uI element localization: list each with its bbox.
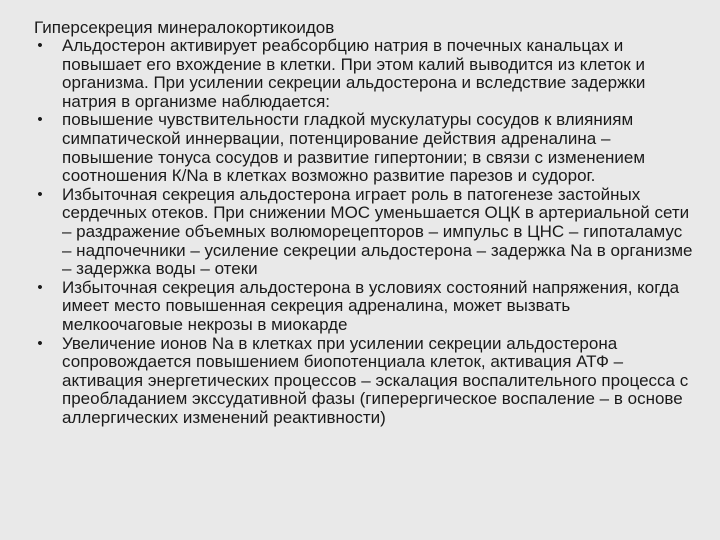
- list-item-text: повышение чувствительности гладкой мускулатуры сосудов к влияниям симпатической иннервации, потенцирование действия адреналина – повышение тонуса сосудов и развитие гипертонии; в связи с изменением соотношения К/Na в клетках возможно развитие парезов и судорог.: [62, 110, 646, 186]
- bullet-list: [34, 37, 694, 427]
- list-item-text: Избыточная секреция альдостерона играет роль в патогенезе застойных сердечных отеков. При снижении МОС уменьшается ОЦК в артериальной сети – раздражение объемных волюморецепторов – импульс в ЦНС – гипоталамус – надпочечники – усиление секреции альдостерона – задержка Na в организме – задержка воды – отеки: [62, 184, 693, 279]
- bullet-icon: •: [37, 278, 43, 296]
- bullet-icon: •: [37, 185, 43, 203]
- list-item-text: Избыточная секреция альдостерона в условиях состояний напряжения, когда имеет место повышенная секреция адреналина, может вызвать мелкоочаговые некрозы в миокарде: [62, 277, 680, 334]
- slide-title: Гиперсекреция минералокортикоидов: [34, 18, 335, 37]
- list-item: [34, 37, 694, 111]
- list-item: [34, 279, 694, 335]
- list-item: [34, 186, 694, 279]
- bullet-icon: •: [37, 37, 43, 54]
- list-item-text: Увеличение ионов Na в клетках при усилении секреции альдостерона сопровождается повышением биопотенциала клеток, активация АТФ – активация энергетических процессов – эскалация воспалительного процесса с преобладанием экссудативной фазы (гиперергическое воспаление – в основе аллергических изменений реактивности): [62, 333, 689, 427]
- list-item: [34, 111, 694, 185]
- list-item-text: Альдостерон активирует реабсорбцию натрия в почечных канальцах и повышает его вхождение в клетки. При этом калий выводится из клеток и организма. При усилении секреции альдостерона и вследствие задержки натрия в организме наблюдается:: [62, 36, 646, 111]
- bullet-icon: •: [37, 334, 43, 352]
- bullet-icon: •: [37, 111, 43, 129]
- list-item: [34, 335, 694, 428]
